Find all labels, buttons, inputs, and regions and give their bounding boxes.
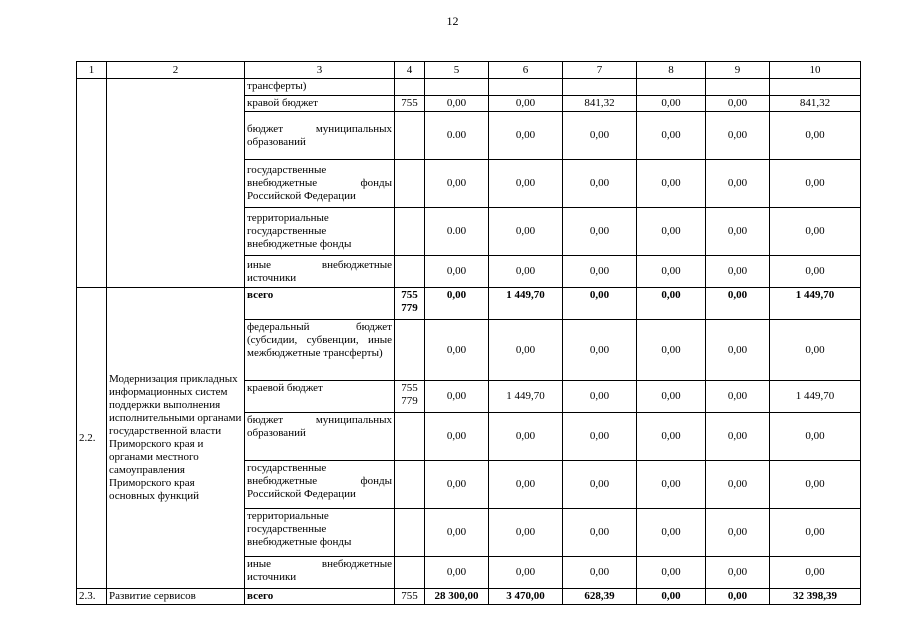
amount-cell: 841,32: [563, 96, 637, 112]
budget-code: [395, 461, 425, 509]
amount-cell: 0,00: [489, 557, 563, 589]
funding-source: государственные внебюджетные фонды Российской Федерации: [245, 160, 395, 208]
amount-cell: 0,00: [770, 320, 861, 381]
budget-code: [395, 256, 425, 288]
item-number: 2.3.: [77, 589, 107, 605]
amount-cell: 0,00: [706, 256, 770, 288]
amount-cell: 0,00: [425, 320, 489, 381]
budget-table: [76, 61, 861, 605]
column-header: 5: [425, 62, 489, 79]
funding-source: государственные внебюджетные фонды Российской Федерации: [245, 461, 395, 509]
amount-cell: 28 300,00: [425, 589, 489, 605]
item-number-cell: [77, 79, 107, 288]
column-header: 9: [706, 62, 770, 79]
amount-cell: 0,00: [425, 509, 489, 557]
amount-cell: 0,00: [563, 557, 637, 589]
amount-cell: 0,00: [706, 557, 770, 589]
amount-cell: 0,00: [489, 256, 563, 288]
amount-cell: 0,00: [489, 160, 563, 208]
amount-cell: 0,00: [563, 112, 637, 160]
amount-cell: [637, 79, 706, 96]
amount-cell: 0,00: [563, 381, 637, 413]
amount-cell: 0,00: [706, 381, 770, 413]
funding-source: иные внебюджетные источники: [245, 557, 395, 589]
amount-cell: 0,00: [425, 256, 489, 288]
amount-cell: 628,39: [563, 589, 637, 605]
budget-code: [395, 208, 425, 256]
budget-code: 755: [395, 589, 425, 605]
amount-cell: 0,00: [489, 112, 563, 160]
amount-cell: 0,00: [637, 413, 706, 461]
table-row: [77, 288, 861, 320]
budget-code: [395, 112, 425, 160]
amount-cell: 0,00: [706, 160, 770, 208]
page-number: 12: [446, 14, 459, 28]
amount-cell: [425, 79, 489, 96]
funding-source: краевой бюджет: [245, 381, 395, 413]
funding-source: федеральный бюджет (субсидии, субвенции, иные межбюджетные трансферты): [245, 320, 395, 381]
funding-source: иные внебюджетные источники: [245, 256, 395, 288]
amount-cell: 0,00: [489, 96, 563, 112]
amount-cell: 0,00: [706, 96, 770, 112]
column-header: 10: [770, 62, 861, 79]
amount-cell: 0,00: [770, 413, 861, 461]
amount-cell: 0,00: [770, 557, 861, 589]
amount-cell: 0,00: [637, 381, 706, 413]
amount-cell: 0,00: [706, 589, 770, 605]
amount-cell: 0,00: [425, 381, 489, 413]
amount-cell: 0,00: [563, 288, 637, 320]
amount-cell: 0,00: [706, 509, 770, 557]
amount-cell: 0,00: [425, 413, 489, 461]
amount-cell: 0,00: [637, 509, 706, 557]
budget-code: [395, 557, 425, 589]
amount-cell: 0,00: [770, 509, 861, 557]
amount-cell: 1 449,70: [489, 381, 563, 413]
amount-cell: 32 398,39: [770, 589, 861, 605]
amount-cell: [489, 79, 563, 96]
amount-cell: 1 449,70: [489, 288, 563, 320]
amount-cell: 0,00: [637, 288, 706, 320]
column-header: 4: [395, 62, 425, 79]
amount-cell: [563, 79, 637, 96]
column-header: 1: [77, 62, 107, 79]
budget-code: 755 779: [395, 381, 425, 413]
amount-cell: 0.00: [425, 208, 489, 256]
amount-cell: [706, 79, 770, 96]
amount-cell: 0,00: [563, 256, 637, 288]
funding-source: кравой бюджет: [245, 96, 395, 112]
amount-cell: 0.00: [425, 112, 489, 160]
budget-code: 755: [395, 96, 425, 112]
amount-cell: 0,00: [489, 461, 563, 509]
amount-cell: 0,00: [770, 208, 861, 256]
amount-cell: 0,00: [637, 96, 706, 112]
amount-cell: 0,00: [489, 509, 563, 557]
column-header: 8: [637, 62, 706, 79]
amount-cell: 0,00: [637, 112, 706, 160]
amount-cell: 0,00: [563, 208, 637, 256]
amount-cell: 0,00: [425, 96, 489, 112]
amount-cell: 0,00: [706, 288, 770, 320]
amount-cell: 0,00: [637, 589, 706, 605]
budget-code: 755 779: [395, 288, 425, 320]
amount-cell: 0,00: [425, 557, 489, 589]
amount-cell: 0,00: [706, 413, 770, 461]
funding-source: территориальные государственные внебюджетные фонды: [245, 208, 395, 256]
amount-cell: 0,00: [637, 557, 706, 589]
amount-cell: 0,00: [489, 320, 563, 381]
amount-cell: 841,32: [770, 96, 861, 112]
column-header: 2: [107, 62, 245, 79]
amount-cell: 0,00: [770, 256, 861, 288]
budget-code: [395, 79, 425, 96]
table-row: [77, 79, 861, 96]
table-row: [77, 589, 861, 605]
amount-cell: 0,00: [770, 461, 861, 509]
amount-cell: 0,00: [770, 160, 861, 208]
amount-cell: 0,00: [563, 160, 637, 208]
amount-cell: 0,00: [637, 256, 706, 288]
funding-source: всего: [245, 589, 395, 605]
column-header: 3: [245, 62, 395, 79]
item-number: 2.2.: [77, 288, 107, 589]
amount-cell: 0,00: [563, 413, 637, 461]
amount-cell: 0,00: [706, 208, 770, 256]
amount-cell: 0,00: [637, 461, 706, 509]
amount-cell: 0,00: [425, 160, 489, 208]
funding-source: бюджет муниципальных образований: [245, 112, 395, 160]
column-header: 6: [489, 62, 563, 79]
budget-code: [395, 413, 425, 461]
amount-cell: 1 449,70: [770, 288, 861, 320]
header-row: [77, 62, 861, 79]
funding-source: бюджет муниципальных образований: [245, 413, 395, 461]
amount-cell: 0,00: [563, 320, 637, 381]
funding-source: территориальные государственные внебюджетные фонды: [245, 509, 395, 557]
budget-code: [395, 320, 425, 381]
amount-cell: 0,00: [563, 461, 637, 509]
amount-cell: 0,00: [770, 112, 861, 160]
amount-cell: 0,00: [425, 288, 489, 320]
amount-cell: 3 470,00: [489, 589, 563, 605]
amount-cell: 0,00: [425, 461, 489, 509]
amount-cell: 1 449,70: [770, 381, 861, 413]
amount-cell: 0,00: [637, 208, 706, 256]
column-header: 7: [563, 62, 637, 79]
amount-cell: 0,00: [563, 509, 637, 557]
amount-cell: 0,00: [706, 320, 770, 381]
amount-cell: 0,00: [489, 208, 563, 256]
amount-cell: 0,00: [637, 320, 706, 381]
amount-cell: 0,00: [706, 112, 770, 160]
funding-source: трансферты): [245, 79, 395, 96]
item-name-cell: [107, 79, 245, 288]
amount-cell: 0,00: [637, 160, 706, 208]
amount-cell: 0,00: [706, 461, 770, 509]
item-name: Модернизация прикладных информационных систем поддержки выполнения исполнительными органами государственной власти Приморского края и органами местного самоуправления Приморского края основных функций: [107, 288, 245, 589]
funding-source: всего: [245, 288, 395, 320]
amount-cell: [770, 79, 861, 96]
budget-code: [395, 160, 425, 208]
amount-cell: 0,00: [489, 413, 563, 461]
budget-code: [395, 509, 425, 557]
item-name: Развитие сервисов: [107, 589, 245, 605]
